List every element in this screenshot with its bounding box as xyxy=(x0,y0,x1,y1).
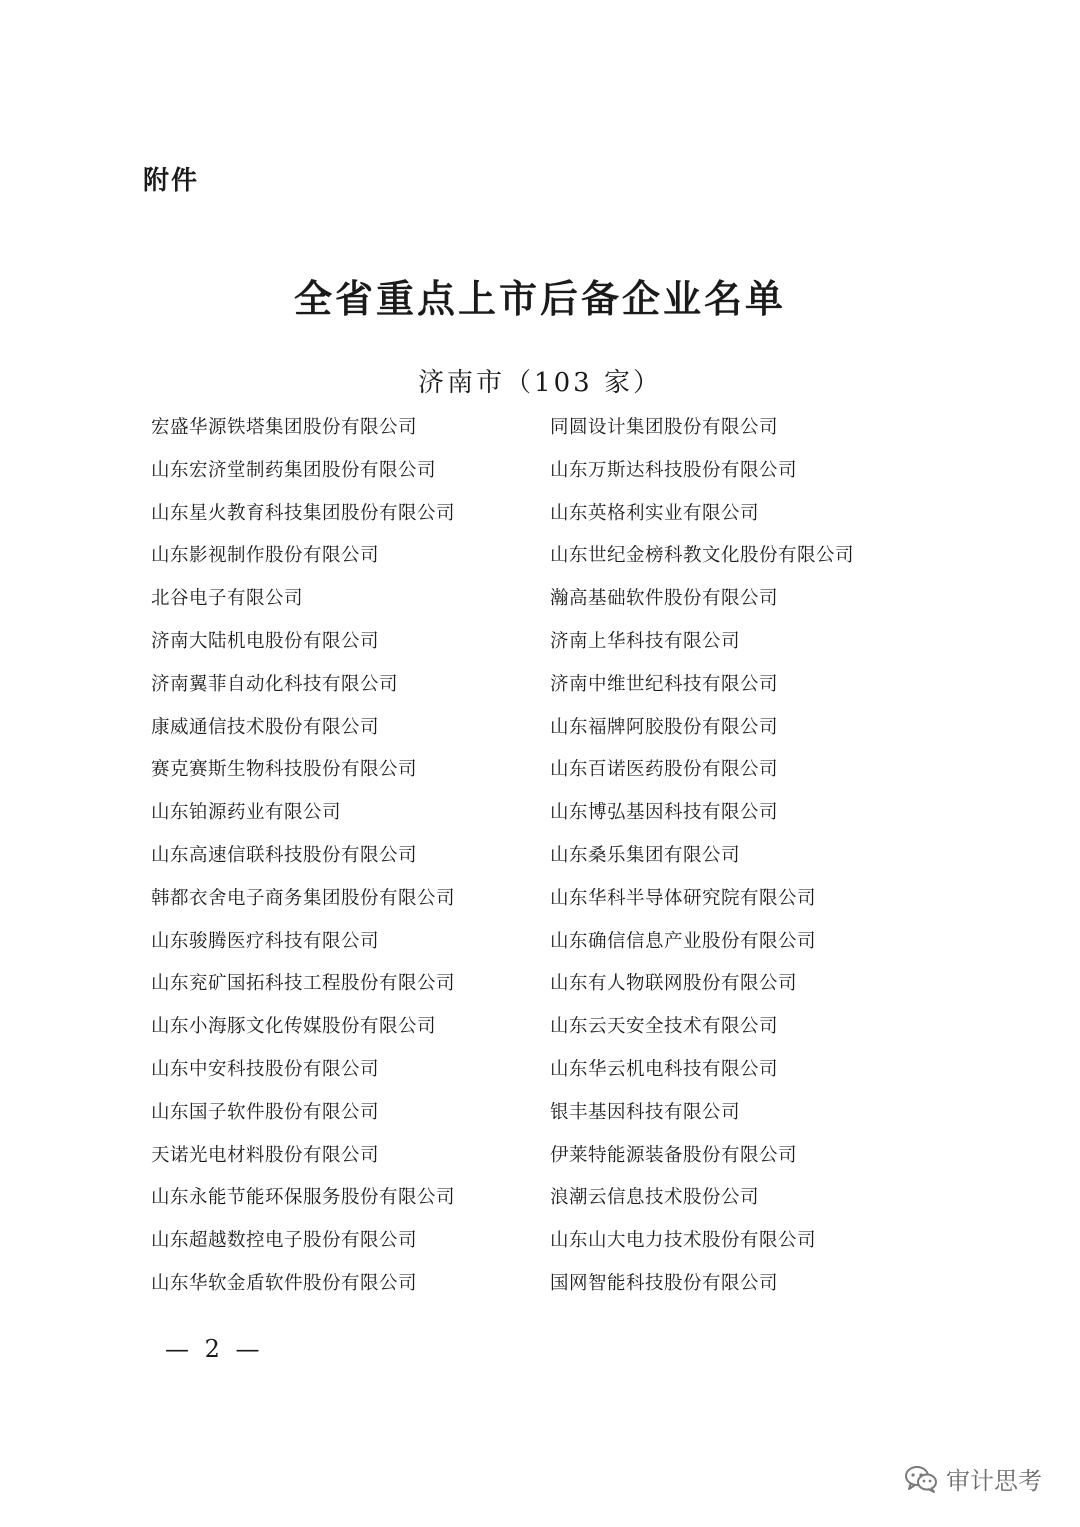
list-item: 山东博弘基因科技有限公司 xyxy=(550,802,779,824)
list-item: 山东确信信息产业股份有限公司 xyxy=(550,930,817,952)
watermark xyxy=(904,1461,1042,1496)
list-item: 山东桑乐集团有限公司 xyxy=(550,844,741,866)
list-item: 山东超越数控电子股份有限公司 xyxy=(151,1230,418,1252)
list-item: 浪潮云信息技术股份公司 xyxy=(550,1187,760,1209)
list-item: 山东高速信联科技股份有限公司 xyxy=(151,844,418,866)
list-item: 银丰基因科技有限公司 xyxy=(550,1101,741,1123)
list-item: 山东星火教育科技集团股份有限公司 xyxy=(151,502,456,524)
list-item: 济南翼菲自动化科技有限公司 xyxy=(151,673,399,695)
list-item: 济南大陆机电股份有限公司 xyxy=(151,630,380,652)
city-heading: 济南市（103 家） xyxy=(418,368,662,398)
page-number: — 2 — xyxy=(165,1335,264,1363)
list-item: 山东有人物联网股份有限公司 xyxy=(550,973,798,995)
list-item: 宏盛华源铁塔集团股份有限公司 xyxy=(151,417,418,438)
watermark-text: 审计思考 xyxy=(946,1467,1042,1495)
list-item: 山东小海豚文化传媒股份有限公司 xyxy=(151,1016,437,1038)
list-item: 山东影视制作股份有限公司 xyxy=(151,545,380,567)
list-item: 伊莱特能源装备股份有限公司 xyxy=(550,1144,798,1166)
company-list-left xyxy=(151,413,455,1312)
list-item: 山东骏腾医疗科技有限公司 xyxy=(151,930,380,952)
list-item: 济南中维世纪科技有限公司 xyxy=(550,673,779,695)
list-item: 山东华云机电科技有限公司 xyxy=(550,1058,779,1080)
list-item: 同圆设计集团股份有限公司 xyxy=(550,417,779,438)
list-item: 山东兖矿国拓科技工程股份有限公司 xyxy=(151,973,456,995)
list-item: 瀚高基础软件股份有限公司 xyxy=(550,588,779,610)
list-item: 北谷电子有限公司 xyxy=(151,588,304,610)
list-item: 山东华科半导体研究院有限公司 xyxy=(550,887,817,909)
list-item: 山东国子软件股份有限公司 xyxy=(151,1101,380,1123)
list-item: 山东山大电力技术股份有限公司 xyxy=(550,1230,817,1252)
list-item: 康威通信技术股份有限公司 xyxy=(151,716,380,738)
wechat-icon xyxy=(904,1464,938,1494)
list-item: 山东福牌阿胶股份有限公司 xyxy=(550,716,779,738)
list-item: 山东云天安全技术有限公司 xyxy=(550,1016,779,1038)
list-item: 山东世纪金榜科教文化股份有限公司 xyxy=(550,545,855,567)
company-list-right xyxy=(550,413,854,1312)
list-item: 山东宏济堂制药集团股份有限公司 xyxy=(151,459,437,481)
document-title: 全省重点上市后备企业名单 xyxy=(293,277,786,321)
list-item: 山东百诺医药股份有限公司 xyxy=(550,759,779,781)
list-item: 山东万斯达科技股份有限公司 xyxy=(550,459,798,481)
list-item: 国网智能科技股份有限公司 xyxy=(550,1272,779,1294)
list-item: 天诺光电材料股份有限公司 xyxy=(151,1144,380,1166)
attachment-label: 附件 xyxy=(143,166,200,196)
list-item: 山东铂源药业有限公司 xyxy=(151,802,342,824)
list-item: 山东永能节能环保服务股份有限公司 xyxy=(151,1187,456,1209)
list-item: 济南上华科技有限公司 xyxy=(550,630,741,652)
list-item: 山东英格利实业有限公司 xyxy=(550,502,760,524)
list-item: 山东华软金盾软件股份有限公司 xyxy=(151,1272,418,1294)
list-item: 赛克赛斯生物科技股份有限公司 xyxy=(151,759,418,781)
list-item: 山东中安科技股份有限公司 xyxy=(151,1058,380,1080)
list-item: 韩都衣舍电子商务集团股份有限公司 xyxy=(151,887,456,909)
